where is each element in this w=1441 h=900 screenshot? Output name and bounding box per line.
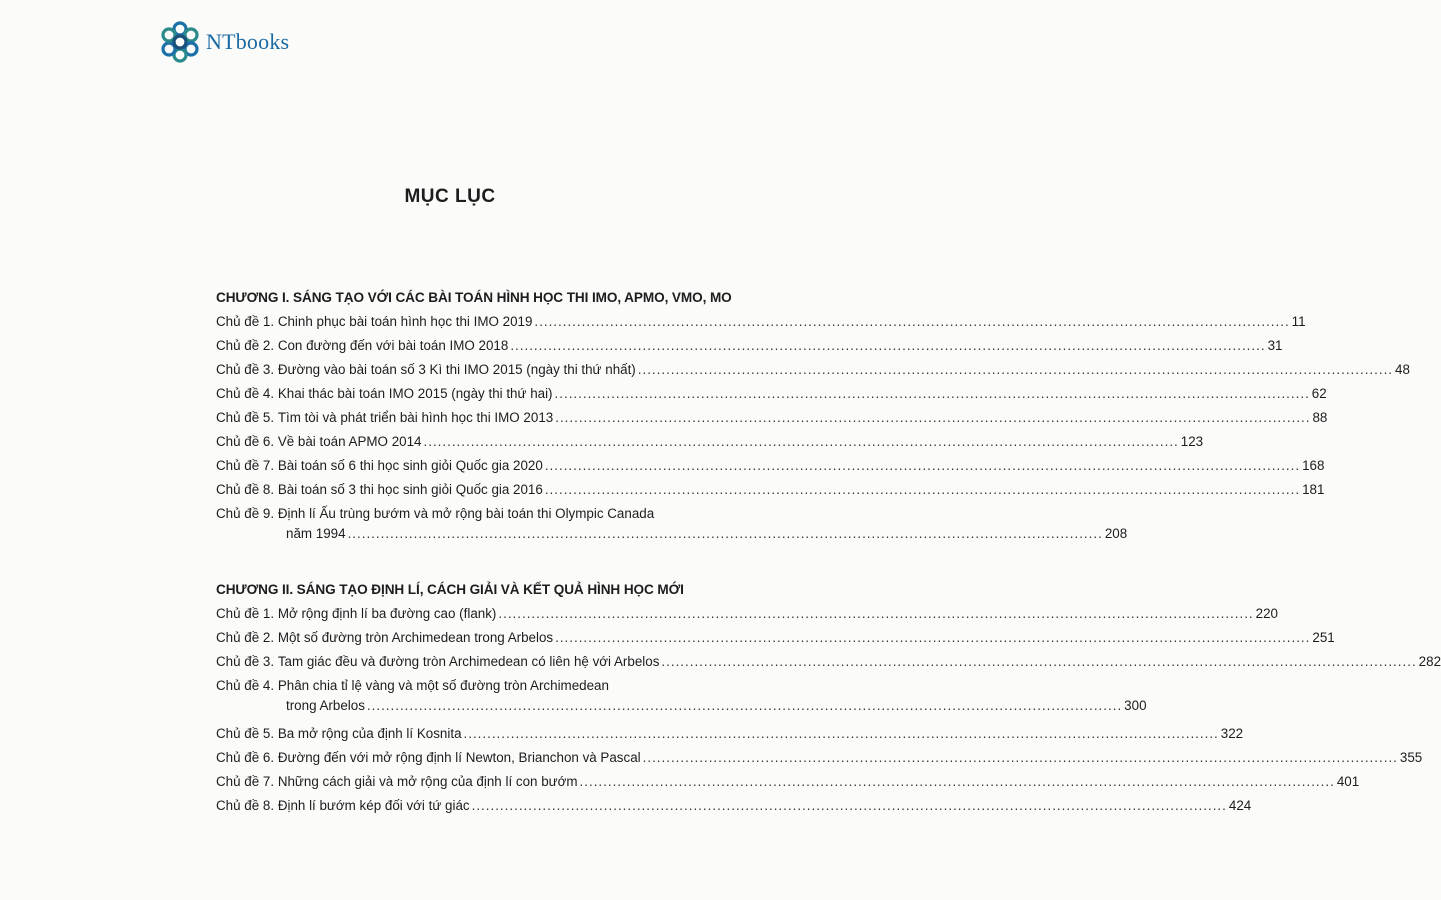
entry-title: Phân chia tỉ lệ vàng và một số đường tròn Archimedean [277,678,609,693]
entry-title: Chinh phục bài toán hình học thi IMO 2019 [277,314,533,329]
toc-entry[interactable] [216,384,1327,404]
entry-page: 123 [1180,434,1204,449]
toc-entry[interactable] [216,504,1128,544]
dot-leader [555,628,1310,648]
entry-number: Chủ đề 7. [216,774,275,789]
entry-number: Chủ đề 2. [216,338,275,353]
toc-entry[interactable] [216,432,1204,452]
entry-title: Những cách giải và mở rộng của định lí con bướm [277,774,578,789]
toc-entry[interactable] [216,724,1244,744]
entry-title-continued: năm 1994 [286,526,346,541]
toc-entry[interactable] [216,748,1423,768]
chapter-1 [216,290,1410,541]
dot-leader [510,336,1265,356]
entry-title: Mở rộng định lí ba đường cao (flank) [277,606,497,621]
entry-page: 168 [1302,458,1325,473]
dot-leader [534,312,1289,332]
dot-leader [498,604,1253,624]
entry-number: Chủ đề 5. [216,726,275,741]
entry-page: 31 [1267,338,1283,353]
entry-number: Chủ đề 7. [216,458,275,473]
toc-entry[interactable] [216,360,1410,380]
dot-leader [472,796,1227,816]
toc-entry[interactable] [216,312,1306,332]
entry-page: 181 [1302,482,1325,497]
entry-number: Chủ đề 1. [216,606,275,621]
entry-page: 300 [1124,698,1147,713]
entry-number: Chủ đề 5. [216,410,275,425]
entry-title: Tam giác đều và đường tròn Archimedean có liên hệ với Arbelos [277,654,660,669]
entry-page: 88 [1312,410,1328,425]
dot-leader [555,384,1310,404]
entry-title: Ba mở rộng của định lí Kosnita [277,726,462,741]
entry-title: Về bài toán APMO 2014 [277,434,422,449]
entry-title: Đường đến với mở rộng định lí Newton, Brianchon và Pascal [277,750,641,765]
toc-entry[interactable] [216,456,1325,476]
entry-page: 322 [1220,726,1244,741]
entry-page: 401 [1336,774,1360,789]
chapter-2 [216,582,1441,813]
entry-number: Chủ đề 6. [216,434,275,449]
entry-number: Chủ đề 9. [216,506,275,521]
entry-number: Chủ đề 8. [216,482,275,497]
dot-leader [367,696,1122,716]
entry-number: Chủ đề 4. [216,386,275,401]
entry-title: Khai thác bài toán IMO 2015 (ngày thi thứ hai) [277,386,553,401]
page-title: MỤC LỤC [404,186,496,207]
toc-entry[interactable] [216,408,1328,428]
entry-number: Chủ đề 6. [216,750,275,765]
entry-page: 11 [1291,314,1306,329]
entry-title: Định lí Ấu trùng bướm và mở rộng bài toán thi Olympic Canada [277,506,655,521]
brand-name: NTbooks [206,29,290,54]
dot-leader [643,748,1398,768]
entry-title: Bài toán số 3 thi học sinh giỏi Quốc gia 2016 [277,482,543,497]
toc-entry[interactable] [216,772,1360,792]
chapter-heading: CHƯƠNG II. SÁNG TẠO ĐỊNH LÍ, CÁCH GIẢI VÀ KẾT QUẢ HÌNH HỌC MỚI [216,582,684,597]
entry-title: Con đường đến với bài toán IMO 2018 [277,338,509,353]
entry-number: Chủ đề 8. [216,798,275,813]
chapter-heading: CHƯƠNG I. SÁNG TẠO VỚI CÁC BÀI TOÁN HÌNH HỌC THI IMO, APMO, VMO, MO [216,290,732,305]
entry-page: 220 [1255,606,1278,621]
entry-title: Định lí bướm kép đối với tứ giác [277,798,470,813]
entry-number: Chủ đề 3. [216,362,275,377]
toc-entry[interactable] [216,604,1278,624]
toc-entry[interactable] [216,336,1283,356]
entry-number: Chủ đề 1. [216,314,275,329]
toc-entry[interactable] [216,796,1252,816]
entry-number: Chủ đề 4. [216,678,275,693]
dot-leader [348,524,1103,544]
entry-page: 251 [1312,630,1335,645]
dot-leader [555,408,1310,428]
brand-logo [158,20,289,64]
interlocking-rings-icon [158,20,202,64]
toc-entry[interactable] [216,628,1335,648]
entry-page: 208 [1104,526,1128,541]
entry-page: 424 [1228,798,1252,813]
entry-title: Bài toán số 6 thi học sinh giỏi Quốc gia 2020 [277,458,543,473]
entry-page: 48 [1395,362,1410,377]
entry-title: Đường vào bài toán số 3 Kì thi IMO 2015 (ngày thi thứ nhất) [277,362,636,377]
dot-leader [545,480,1300,500]
entry-page: 355 [1399,750,1423,765]
dot-leader [545,456,1300,476]
dot-leader [580,772,1335,792]
toc-entry[interactable] [216,480,1325,500]
dot-leader [424,432,1179,452]
entry-page: 282 [1418,654,1441,669]
entry-title-continued: trong Arbelos [286,698,365,713]
entry-number: Chủ đề 3. [216,654,275,669]
dot-leader [661,652,1416,672]
entry-title: Tìm tòi và phát triển bài hình học thi IMO 2013 [277,410,554,425]
entry-page: 62 [1311,386,1327,401]
entry-title: Một số đường tròn Archimedean trong Arbelos [277,630,554,645]
dot-leader [464,724,1219,744]
toc-entry[interactable] [216,676,1147,716]
toc-entry[interactable] [216,652,1441,672]
dot-leader [638,360,1393,380]
entry-number: Chủ đề 2. [216,630,275,645]
